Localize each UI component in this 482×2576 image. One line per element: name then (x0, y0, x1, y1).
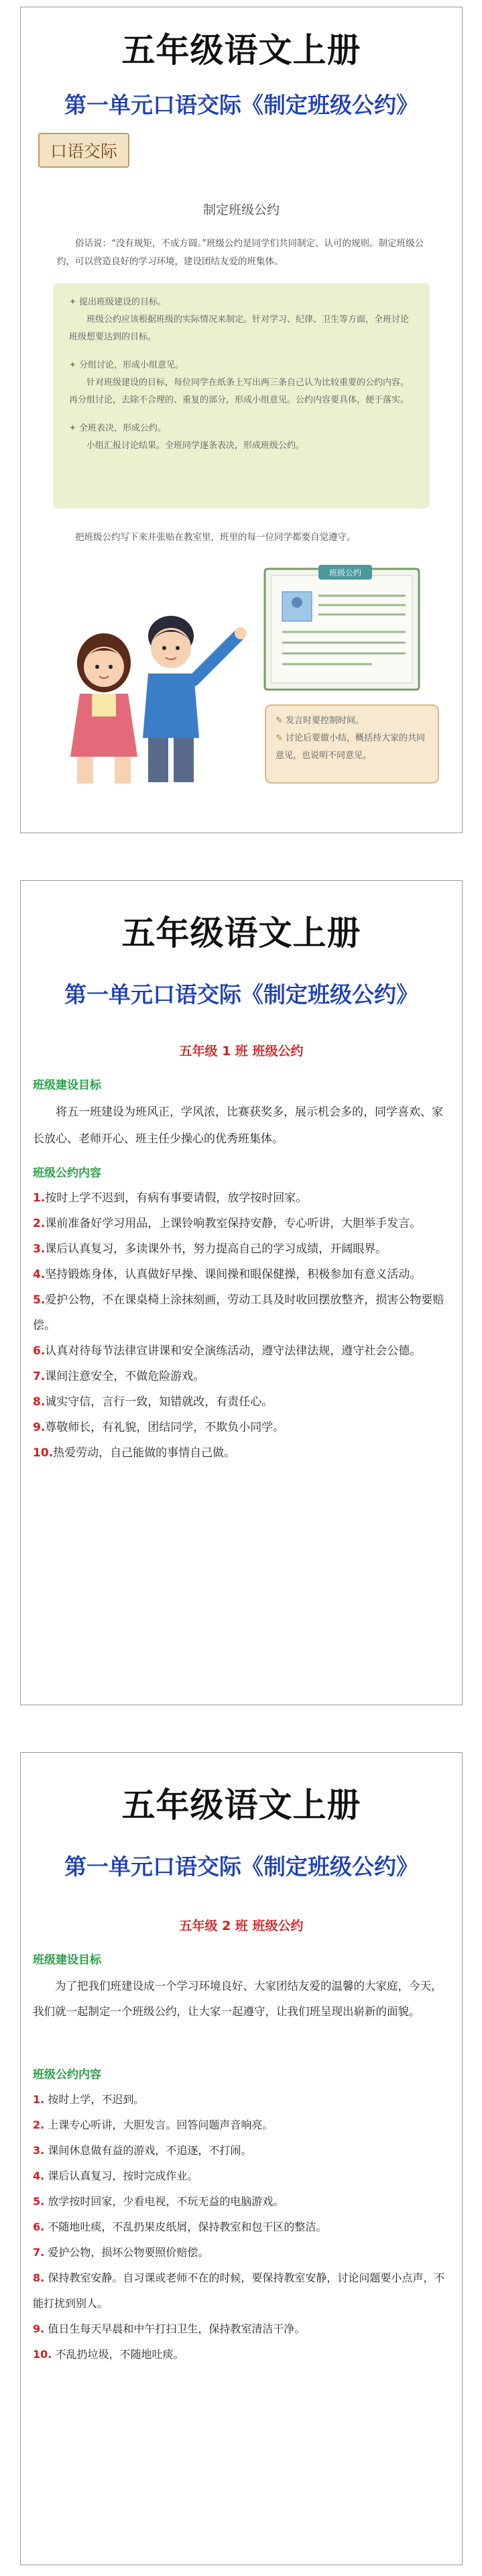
step-head: ✦ 提出班级建设的目标。 (69, 294, 414, 311)
rule-item (33, 1185, 446, 1211)
rules-list (33, 1185, 446, 1466)
rules-heading: 班级公约内容 (33, 2068, 101, 2082)
goal-heading: 班级建设目标 (33, 1953, 101, 1967)
rule-item (33, 1415, 446, 1440)
rule-text: 按时上学不迟到，有病有事要请假，放学按时回家。 (45, 1191, 308, 1205)
rule-text: 放学按时回家，少看电视，不玩无益的电脑游戏。 (48, 2195, 284, 2208)
rule-text: 热爱劳动，自己能做的事情自己做。 (53, 1446, 236, 1460)
rule-number: 1. (33, 2093, 45, 2106)
rule-number: 10. (33, 2348, 52, 2361)
rule-number: 5. (33, 2195, 45, 2208)
rule-number: 6. (33, 1344, 46, 1358)
rule-text: 坚持锻炼身体，认真做好早操、课间操和眼保健操，积极参加有意义活动。 (45, 1268, 422, 1281)
rule-number: 9. (33, 1421, 46, 1434)
tips-bubble (265, 704, 439, 784)
class-title: 五年级 1 班 班级公约 (179, 1044, 304, 1059)
step-item (69, 294, 414, 346)
rule-number: 4. (33, 1268, 46, 1281)
rules-heading: 班级公约内容 (33, 1167, 101, 1180)
rule-item (33, 1236, 446, 1262)
rule-text: 课间休息做有益的游戏，不追逐，不打闹。 (48, 2144, 252, 2157)
rule-text: 保持教室安静。自习课或老师不在的时候，要保持教室安静，讨论问题要小点声，不能打扰到别人。 (33, 2271, 445, 2310)
rule-item (33, 2112, 446, 2138)
rule-text: 课后认真复习，多读课外书，努力提高自己的学习成绩，开阔眼界。 (45, 1242, 387, 1256)
rule-text: 爱护公物，不在课桌椅上涂抹刻画，劳动工具及时收回摆放整齐，损害公物要赔偿。 (33, 1293, 444, 1332)
rule-number: 8. (33, 1395, 46, 1409)
rule-number: 1. (33, 1191, 46, 1205)
textbook-page (37, 133, 446, 792)
rule-number: 8. (33, 2271, 45, 2284)
illustration (37, 562, 447, 790)
rule-item (33, 2342, 446, 2367)
page-heading: 制定班级公约 (202, 203, 280, 217)
rule-item (33, 1338, 446, 1364)
rule-number: 6. (33, 2220, 45, 2233)
goal-heading: 班级建设目标 (33, 1079, 101, 1092)
main-title: 五年级语文上册 (121, 1785, 361, 1825)
rule-text: 值日生每天早晨和中午打扫卫生，保持教室清洁干净。 (48, 2322, 306, 2335)
rule-item (33, 2240, 446, 2265)
goal-paragraph: 为了把我们班建设成一个学习环境良好、大家团结友爱的温馨的大家庭，今天，我们就一起制定一个班级公约，让大家一起遵守，让我们班呈现出崭新的面貌。 (33, 1980, 442, 2018)
rules-list (33, 2087, 446, 2367)
rule-number: 10. (33, 1446, 54, 1460)
rule-item (33, 1364, 446, 1389)
step-item (69, 420, 414, 455)
rule-item (33, 1389, 446, 1415)
rule-number: 7. (33, 1370, 46, 1383)
class-title: 五年级 2 班 班级公约 (179, 1919, 304, 1933)
step-body: 班级公约应该根据班级的实际情况来制定。针对学习、纪律、卫生等方面，全班讨论班级想要达到的目标。 (69, 315, 410, 342)
step-head: ✦ 分组讨论，形成小组意见。 (69, 357, 414, 374)
sub-title: 第一单元口语交际《制定班级公约》 (64, 1854, 418, 1880)
rule-number: 2. (33, 2118, 45, 2131)
rule-item (33, 2189, 446, 2214)
rule-item (33, 2163, 446, 2189)
rule-text: 认真对待每节法律宣讲课和安全演练活动，遵守法律法规，遵守社会公德。 (45, 1344, 422, 1358)
rule-text: 不乱扔垃圾，不随地吐痰。 (55, 2348, 184, 2361)
rule-item (33, 2087, 446, 2112)
rule-number: 2. (33, 1217, 46, 1230)
rule-number: 9. (33, 2322, 45, 2335)
step-head: ✦ 全班表决，形成公约。 (69, 420, 414, 437)
rule-item (33, 1211, 446, 1236)
sub-title: 第一单元口语交际《制定班级公约》 (64, 981, 418, 1008)
rule-item (33, 1440, 446, 1466)
rule-text: 按时上学，不迟到。 (48, 2093, 145, 2106)
rule-text: 课后认真复习，按时完成作业。 (48, 2169, 198, 2182)
page-card-textbook (20, 7, 463, 833)
rule-text: 尊敬师长，有礼貌，团结同学，不欺负小同学。 (45, 1421, 285, 1434)
main-title: 五年级语文上册 (121, 913, 361, 953)
page-card-class2 (20, 1752, 463, 2565)
rule-item (33, 2265, 446, 2316)
rule-item (33, 2316, 446, 2342)
steps-box (53, 283, 430, 508)
board-label: 班级公约 (328, 568, 362, 578)
rule-text: 诚实守信，言行一致，知错就改，有责任心。 (45, 1395, 274, 1409)
rule-number: 3. (33, 2144, 45, 2157)
rule-number: 3. (33, 1242, 46, 1256)
rule-number: 5. (33, 1293, 46, 1307)
page-card-class1 (20, 880, 463, 1705)
step-body: 针对班级建设的目标，每位同学在纸条上写出两三条自己认为比较重要的公约内容。再分组讨论，去除不合理的、重复的部分，形成小组意见。公约内容要具体，便于落实。 (69, 378, 410, 405)
rule-text: 不随地吐痰，不乱扔果皮纸屑，保持教室和包干区的整洁。 (48, 2220, 327, 2233)
step-item (69, 357, 414, 409)
tip-item: ✎ 讨论后要做小结，概括持大家的共同意见，也说明不同意见。 (276, 730, 428, 765)
goal-paragraph: 将五一班建设为班风正，学风浓，比赛获奖多，展示机会多的，同学喜欢、家长放心、老师开心、班主任少操心的优秀班集体。 (33, 1106, 443, 1146)
step-body: 小组汇报讨论结果。全班同学逐条表决，形成班级公约。 (86, 441, 305, 451)
rule-item (33, 1287, 446, 1338)
rule-text: 爱护公物，损坏公物要照价赔偿。 (48, 2246, 209, 2259)
section-tag: 口语交际 (38, 133, 129, 168)
main-title: 五年级语文上册 (121, 30, 361, 70)
rule-text: 课前准备好学习用品，上课铃响教室保持安静，专心听讲，大胆举手发言。 (45, 1217, 422, 1230)
rule-text: 课间注意安全，不做危险游戏。 (45, 1370, 205, 1383)
closing-paragraph: 把班级公约写下来并张贴在教室里，班里的每一位同学都要自觉遵守。 (75, 532, 356, 543)
rule-item (33, 2214, 446, 2240)
tip-item: ✎ 发言时要控制时间。 (276, 712, 428, 730)
rule-text: 上课专心听讲，大胆发言。回答问题声音响亮。 (48, 2118, 274, 2131)
rule-item (33, 1262, 446, 1287)
rule-number: 4. (33, 2169, 45, 2182)
intro-paragraph: 俗话说：“没有规矩，不成方圆。”班级公约是同学们共同制定、认可的规则。制定班级公约，可以营造良好的学习环境，建设团结友爱的班集体。 (57, 238, 424, 267)
sub-title: 第一单元口语交际《制定班级公约》 (64, 92, 418, 118)
rule-number: 7. (33, 2246, 45, 2259)
rule-item (33, 2138, 446, 2163)
